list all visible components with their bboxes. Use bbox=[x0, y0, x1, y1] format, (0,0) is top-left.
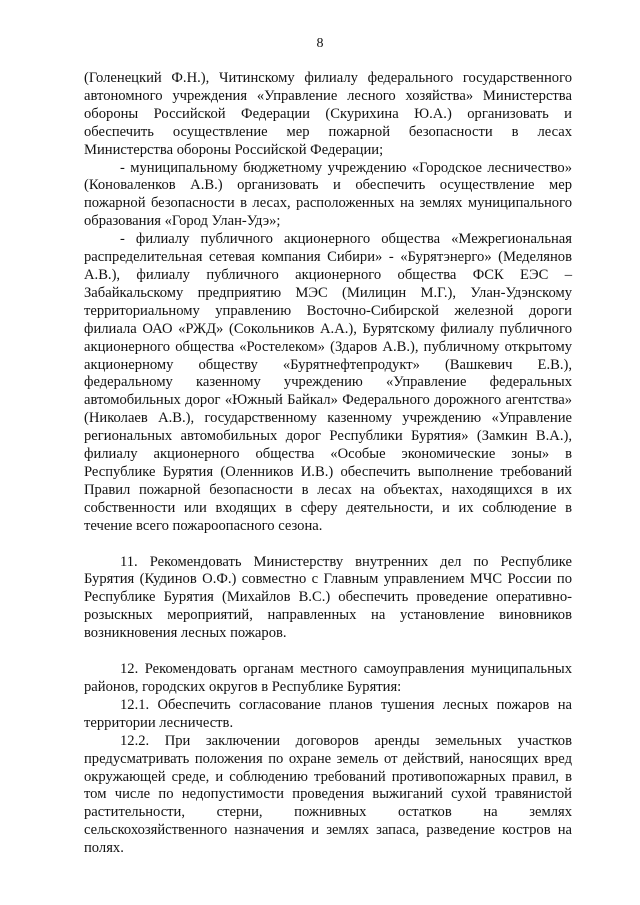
paragraph-infrastructure-companies: - филиалу публичного акционерного общества «Межрегиональная распределительная сетевая компания Сибири» - «Бурятэнерго» (Меделянов А.В.), филиалу публичного акционерного общества ФСК ЕЭС – Забайкальскому предприятию МЭС (Милицин М.Г.), Улан-Удэнскому территориальному управлению Восточно-Сибирской железной дороги филиала ОАО «РЖД» (Сокольников А.А.), Бурятскому филиалу публичного акционерного общества «Ростелеком» (Здаров А.В.), публичному открытому акционерному обществу «Бурятнефтепродукт» (Вашкевич Е.В.), федеральному казенному учреждению «Управление федеральных автомобильных дорог «Южный Байкал» Федерального дорожного агентства» (Николаев А.В.), государственному казенному учреждению «Управление региональных автомобильных дорог Республики Бурятия» (Замкин В.А.), филиалу акционерного общества «Особые экономические зоны» в Республике Бурятия (Оленников И.В.) обеспечить выполнение требований Правил пожарной безопасности в лесах на объектах, находящихся в их собственности или входящих в сферу деятельности, и их соблюдение в течение всего пожароопасного сезона. bbox=[84, 231, 572, 534]
paragraph-military-forestry: (Голенецкий Ф.Н.), Читинскому филиалу федерального государственного автономного учреждения «Управление лесного хозяйства» Министерства обороны Российской Федерации (Скурихина Ю.А.) организовать и обеспечить осуществление мер пожарной безопасности в лесах Министерства обороны Российской Федерации; bbox=[84, 70, 572, 158]
paragraph-item-11: 11. Рекомендовать Министерству внутренних дел по Республике Бурятия (Кудинов О.Ф.) совместно с Главным управлением МЧС России по Республике Бурятия (Михайлов В.С.) обеспечить проведение оперативно-розыскных мероприятий, направленных на установление виновников возникновения лесных пожаров. bbox=[84, 553, 572, 642]
document-body bbox=[84, 70, 572, 858]
paragraph-item-12-1: 12.1. Обеспечить согласование планов тушения лесных пожаров на территории лесничеств. bbox=[84, 696, 572, 731]
paragraph-item-12: 12. Рекомендовать органам местного самоуправления муниципальных районов, городских округов в Республике Бурятия: bbox=[84, 661, 572, 695]
paragraph-item-12-2: 12.2. При заключении договоров аренды земельных участков предусматривать положения по охране земель от действий, наносящих вред окружающей среде, и соблюдению требований противопожарных правил, в том числе по недопустимости проведения выжиганий сухой травянистой растительности, стерни, пожнивных остатков на землях сельскохозяйственного назначения и землях запаса, разведение костров на полях. bbox=[84, 732, 572, 857]
page-number: 8 bbox=[316, 36, 324, 51]
paragraph-city-forestry: - муниципальному бюджетному учреждению «Городское лесничество» (Коноваленков А.В.) организовать и обеспечить осуществление мер пожарной безопасности в лесах, расположенных на землях муниципального образования «Город Улан-Удэ»; bbox=[84, 159, 572, 230]
